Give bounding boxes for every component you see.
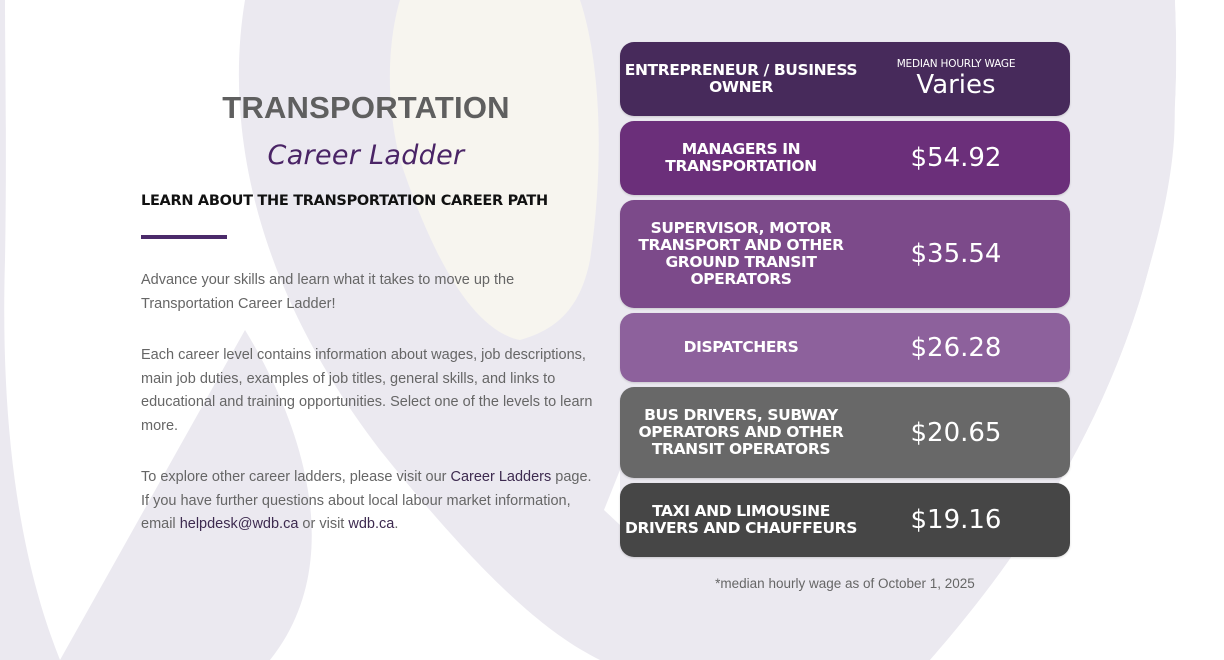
wage-footnote: *median hourly wage as of October 1, 2025 (715, 576, 975, 591)
job-title: MANAGERS IN TRANSPORTATION (665, 140, 817, 175)
helpdesk-email-link[interactable]: helpdesk@wdb.ca (179, 516, 299, 532)
para3-text-a: To explore other career ladders, please visit our (141, 469, 451, 485)
intro-paragraph-1: Advance your skills and learn what it takes to move up the Transportation Career Ladder! (141, 272, 515, 312)
wage-value: $19.16 (910, 505, 1002, 535)
career-ladders-link[interactable]: Career Ladders (450, 469, 552, 485)
page-title: TRANSPORTATION (222, 90, 510, 125)
wage-block (862, 58, 1070, 100)
wage-label: MEDIAN HOURLY WAGE (896, 58, 1016, 70)
ladder-level-dispatchers[interactable] (620, 313, 1070, 382)
job-title: SUPERVISOR, MOTOR TRANSPORT AND OTHER GROUND TRANSIT OPERATORS (638, 219, 844, 288)
ladder-level-bus-drivers[interactable] (620, 387, 1070, 478)
wage-block (862, 239, 1070, 269)
ladder-level-supervisor[interactable] (620, 200, 1070, 308)
section-heading: LEARN ABOUT THE TRANSPORTATION CAREER PATH (141, 193, 548, 209)
ladder-level-entrepreneur[interactable] (620, 42, 1070, 116)
wage-block (862, 143, 1070, 173)
ladder-level-taxi-drivers[interactable] (620, 483, 1070, 557)
job-title: BUS DRIVERS, SUBWAY OPERATORS AND OTHER TRANSIT OPERATORS (638, 406, 844, 458)
para3-text-b: page. If you have further questions about local labour market information, email (141, 469, 592, 532)
job-title: ENTREPRENEUR / BUSINESS OWNER (624, 61, 858, 96)
job-title: DISPATCHERS (683, 338, 799, 356)
job-title: TAXI AND LIMOUSINE DRIVERS AND CHAUFFEURS (625, 502, 857, 537)
wage-block (862, 418, 1070, 448)
wage-value: Varies (916, 70, 996, 100)
intro-paragraph-3 (141, 466, 596, 537)
wdb-website-link[interactable]: wdb.ca (348, 516, 395, 532)
heading-divider (141, 235, 227, 239)
wage-block (862, 505, 1070, 535)
intro-paragraph-2: Each career level contains information about wages, job descriptions, main job duties, examples of job titles, general skills, and links to educational and training opportunities. Select one of the levels to learn more. (141, 347, 593, 434)
para3-text-d: . (394, 516, 399, 532)
wage-value: $35.54 (910, 239, 1002, 269)
wage-block (862, 333, 1070, 363)
para3-text-c: or visit (298, 516, 349, 532)
page-subtitle: Career Ladder (267, 140, 465, 171)
ladder-level-managers[interactable] (620, 121, 1070, 195)
intro-panel (141, 90, 596, 551)
wage-value: $26.28 (910, 332, 1002, 363)
wage-value: $54.92 (910, 143, 1002, 173)
wage-value: $20.65 (910, 417, 1002, 448)
career-ladder (620, 42, 1070, 562)
